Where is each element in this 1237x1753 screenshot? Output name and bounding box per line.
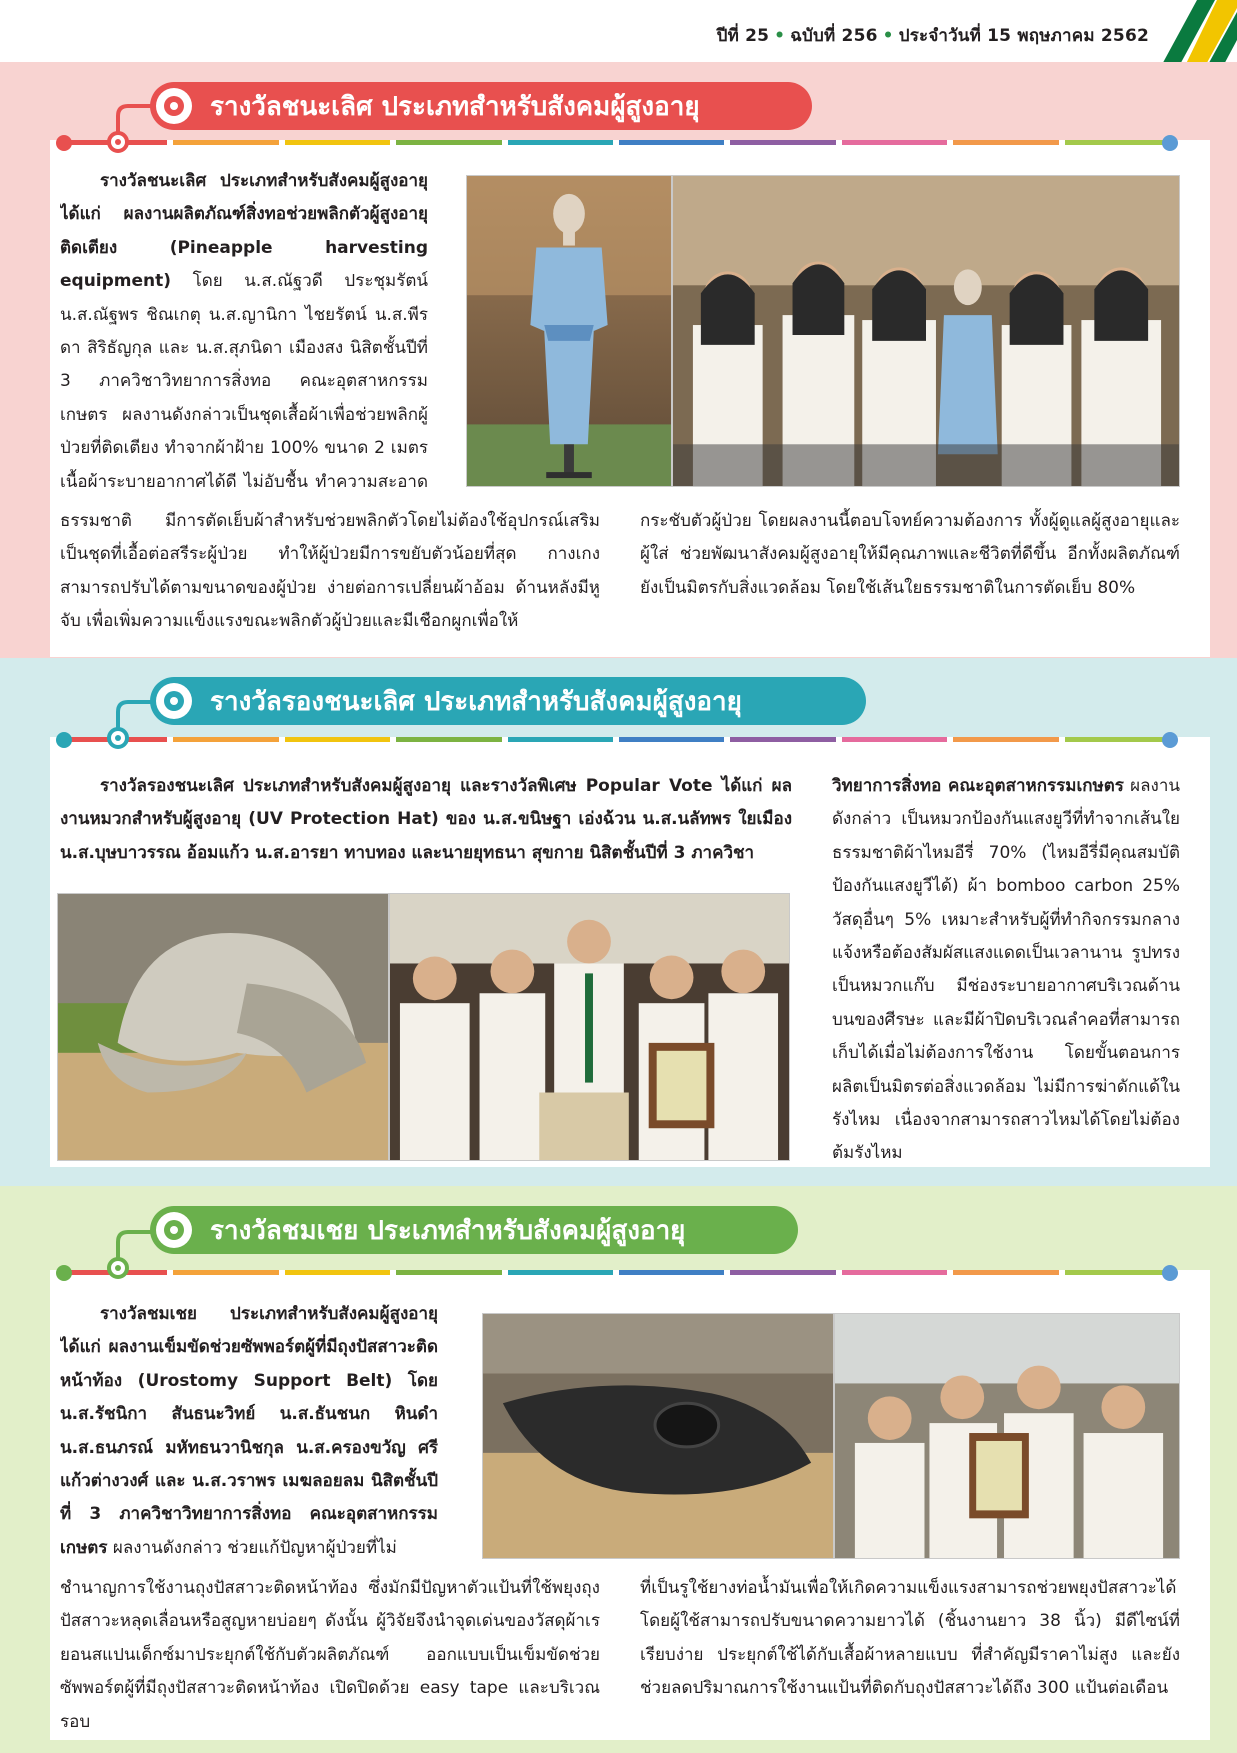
separator-dot: • [882,26,894,46]
section-2-title-banner [150,677,866,725]
photo-mannequin-garment [466,175,672,487]
section-3-title: รางวัลชมเชย ประเภทสำหรับสังคมผู้สูงอายุ [210,1215,686,1246]
section-3-text-b: ชำนาญการใช้งานถุงปัสสาวะติดหน้าท้อง ซึ่งมักมีปัญหาตัวแป้นที่ใช้พยุงถุงปัสสาวะหลุดเลื่อนหรือสูญหายบ่อยๆ ดังนั้น ผู้วิจัยจึงนำจุดเด่นของวัสดุผ้าเรยอนสแปนเด็กซ์มาประยุกต์ใช้กับตัวผลิตภัณฑ์ ออกแบบเป็นเข็มขัดช่วยซัพพอร์ตผู้ที่มีถุงปัสสาวะติดหน้าท้อง เปิดปิดด้วย easy tape และบริเวณรอบ [60,1578,600,1732]
section-3-column-a [60,1298,438,1566]
section-1-text-b: ธรรมชาติ มีการตัดเย็บผ้าสำหรับช่วยพลิกตัวโดยไม่ต้องใช้อุปกรณ์เสริม เป็นชุดที่เอื้อต่อสรีระผู้ป่วย ทำให้ผู้ป่วยมีการขยับตัวน้อยที่สุด กางเกงสามารถปรับได้ตามขนาดของผู้ป่วย ง่ายต่อการเปลี่ยนผ้าอ้อม ด้านหลังมีหูจับ เพื่อเพิ่มความแข็งแรงขณะพลิกตัวผู้ป่วยและมีเชือกผูกเพื่อให้ [60,511,600,632]
section-2-title: รางวัลรองชนะเลิศ ประเภทสำหรับสังคมผู้สูงอายุ [210,686,742,717]
photo-support-belt [482,1313,834,1559]
section-3-column-b [60,1572,600,1739]
rule-end-dot [1162,1265,1178,1281]
photo-runner-up-team [389,893,790,1161]
corner-stripes-decoration [1157,0,1237,70]
color-rule [62,1270,1170,1275]
section-1-title: รางวัลชนะเลิศ ประเภทสำหรับสังคมผู้สูงอายุ [210,91,700,122]
photo-honorable-mention-team [834,1313,1180,1559]
section-1-text-a: โดย น.ส.ณัฐวดี ประชุมรัตน์ น.ส.ณัฐพร ชิณเกตุ น.ส.ญานิกา ไชยรัตน์ น.ส.พีรดา สิริธัญกุล และ น.ส.สุภนิดา เมืองสง นิสิตชั้นปีที่ 3 ภาควิชาวิทยาการสิ่งทอ คณะอุตสาหกรรมเกษตร ผลงานดังกล่าวเป็นชุดเสื้อผ้าเพื่อช่วยพลิกผู้ป่วยที่ติดเตียง ทำจากผ้าฝ้าย 100% ขนาด 2 เมตร เนื้อผ้าระบายอากาศได้ดี ไม่อับชื้น ทำความสะอาด [60,271,428,492]
target-icon [156,1212,192,1248]
section-2-text-b: ผลงานดังกล่าว เป็นหมวกป้องกันแสงยูวีที่ทำจากเส้นใยธรรมชาติผ้าไหมอีรี่ 70% (ไหมอีรี่มีคุณสมบัติป้องกันแสงยูวีได้) ผ้า bomboo carbon 25% วัสดุอื่นๆ 5% เหมาะสำหรับผู้ที่ทำกิจกรรมกลางแจ้งหรือต้องสัมผัสแสงแดดเป็นเวลานาน รูปทรงเป็นหมวกแก๊บ มีช่องระบายอากาศบริเวณด้านบนของศีรษะ และมีผ้าปิดบริเวณลำคอที่สามารถเก็บได้เมื่อไม่ต้องการใช้งาน โดยขั้นตอนการผลิตเป็นมิตรต่อสิ่งแวดล้อม ไม่มีการฆ่าดักแด้ในรังไหม เนื่องจากสามารถสาวไหมได้โดยไม่ต้องต้มรังไหม [832,776,1181,1164]
rule-end-dot [1162,732,1178,748]
rule-end-dot [56,1265,72,1281]
issue-line [717,22,1149,49]
section-2-right-lead: วิทยาการสิ่งทอ คณะอุตสาหกรรมเกษตร [832,776,1124,796]
photo-uv-hat [57,893,389,1161]
section-2-column-a [60,770,792,870]
issue-year: ปีที่ 25 [716,26,770,46]
section-3-title-banner [150,1206,798,1254]
section-2-column-b [832,770,1180,1171]
section-3-lead: รางวัลชมเชย ประเภทสำหรับสังคมผู้สูงอายุ ได้แก่ ผลงานเข็มขัดช่วยซัพพอร์ตผู้ที่มีถุงปัสสาวะติดหน้าท้อง (Urostomy Support Belt) โดย น.ส.รัชนิกา สันธนะวิทย์ น.ส.ธันชนก หินดำ น.ส.ธนภรณ์ มหัทธนวานิชกุล น.ส.ครองขวัญ ศรีแก้วต่างวงศ์ และ น.ส.วราพร เมฆลอยลม นิสิตชั้นปีที่ 3 ภาควิชาวิทยาการสิ่งทอ คณะอุตสาหกรรมเกษตร [60,1304,438,1558]
section-1-lead: รางวัลชนะเลิศ ประเภทสำหรับสังคมผู้สูงอายุ ได้แก่ ผลงานผลิตภัณฑ์สิ่งทอช่วยพลิกตัวผู้สูงอายุติดเตียง (Pineapple harvesting equipment) [60,171,428,292]
section-1-text-c: กระชับตัวผู้ป่วย โดยผลงานนี้ตอบโจทย์ความต้องการ ทั้งผู้ดูแลผู้สูงอายุและผู้ใส่ ช่วยพัฒนาสังคมผู้สูงอายุให้มีคุณภาพและชีวิตที่ดีขึ้น อีกทั้งผลิตภัณฑ์ยังเป็นมิตรกับสิ่งแวดล้อม โดยใช้เส้นใยธรรมชาติในการตัดเย็บ 80% [640,511,1180,598]
section-1-column-b [60,505,600,639]
rule-end-dot [56,135,72,151]
section-3-text-c: ที่เป็นรูใช้ยางท่อน้ำมันเพื่อให้เกิดความแข็งแรงสามารถช่วยพยุงปัสสาวะได้ โดยผู้ใช้สามารถปรับขนาดความยาวได้ (ชิ้นงานยาว 38 นิ้ว) มีดีไซน์ที่เรียบง่าย ประยุกต์ใช้ได้กับเสื้อผ้าหลายแบบ ที่สำคัญมีราคาไม่สูง และยังช่วยลดปริมาณการใช้งานแป้นที่ติดกับถุงปัสสาวะได้ถึง 300 แป้นต่อเดือน [640,1578,1180,1699]
separator-dot: • [774,26,786,46]
rule-end-dot [56,732,72,748]
section-2-lead: รางวัลรองชนะเลิศ ประเภทสำหรับสังคมผู้สูงอายุ และรางวัลพิเศษ Popular Vote ได้แก่ ผลงานหมวกสำหรับผู้สูงอายุ (UV Protection Hat) ของ น.ส.ขนิษฐา เอ่งฉ้วน น.ส.นลัทพร ใยเมือง น.ส.บุษบาวรรณ อ้อมแก้ว น.ส.อารยา ทาบทอง และนายยุทธนา สุขกาย นิสิตชั้นปีที่ 3 ภาควิชา [60,776,792,863]
section-1-column-a [60,165,428,497]
color-rule [62,737,1170,742]
issue-date: ประจำวันที่ 15 พฤษภาคม 2562 [898,26,1149,46]
color-rule [62,140,1170,145]
photo-winning-team [672,175,1180,487]
issue-number: ฉบับที่ 256 [790,26,878,46]
rule-end-dot [1162,135,1178,151]
section-3-text-a: ผลงานดังกล่าว ช่วยแก้ปัญหาผู้ป่วยที่ไม่ [107,1537,397,1558]
section-1-title-banner [150,82,812,130]
section-3-column-c [640,1572,1180,1706]
target-icon [156,683,192,719]
section-1-column-c [640,505,1180,605]
target-icon [156,88,192,124]
